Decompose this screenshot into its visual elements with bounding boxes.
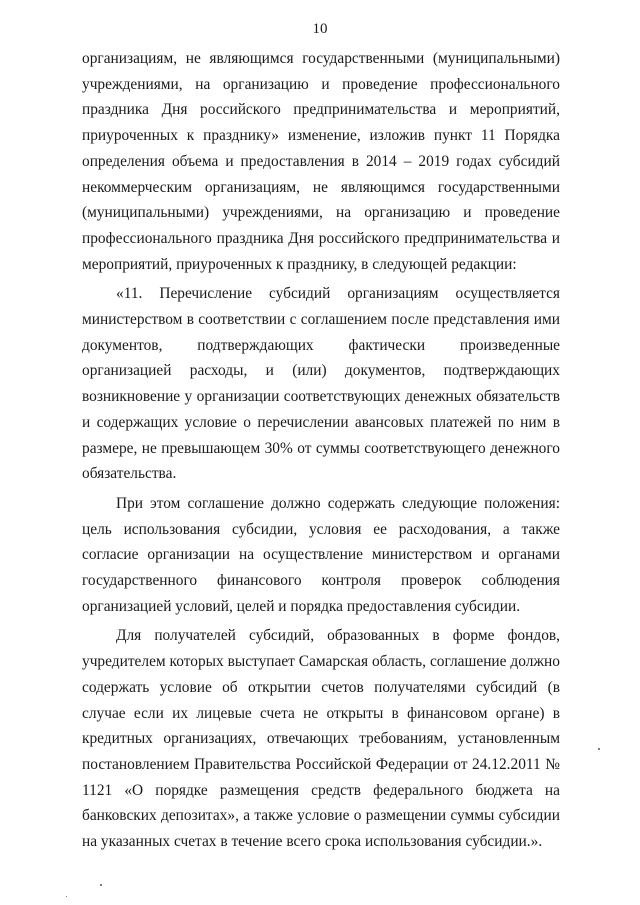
paragraph-fund-recipients: Для получателей субсидий, образованных в форме фондов, учредителем которых выступает Самарская область, соглашение должно содержать условие об открытии счетов получателями субсидий (в случае если их лицевые счета не открыты в финансовом органе) в кредитных организациях, отвечающих требованиям, установленным постановлением Правительства Российской Федерации от 24.12.2011 № 1121 «О порядке размещения средств федерального бюджета на банковских депозитах», а также условие о размещении суммы субсидии на указанных счетах в течение всего срока использования субсидии.». — [82, 627, 560, 851]
document-body — [82, 46, 560, 855]
paragraph-clause-11: «11. Перечисление субсидий организациям осуществляется министерством в соответствии с соглашением после представления ими документов, подтверждающих фактически произведенные организацией расходы, и (или) документов, подтверждающих возникновение у организации соответствующих денежных обязательств и содержащих условие о перечислении авансовых платежей по ним в размере, не превышающем 30% от суммы соответствующего денежного обязательства. — [82, 285, 560, 483]
paragraph-agreement-provisions: При этом соглашение должно содержать следующие положения: цель использования субсидии, условия ее расходования, а также согласие организации на осуществление министерством и органами государственного финансового контроля проверок соблюдения организацией условий, целей и порядка предоставления субсидии. — [82, 494, 560, 615]
scan-speck — [66, 896, 67, 897]
scan-speck — [100, 884, 102, 886]
paragraph-continuation: организациям, не являющимся государственными (муниципальными) учреждениями, на организацию и проведение профессионального праздника Дня российского предпринимательства и мероприятий, приуроченных к празднику» изменение, изложив пункт 11 Порядка определения объема и предоставления в 2014 – 2019 годах субсидий некоммерческим организациям, не являющимся государственными (муниципальными) учреждениями, на организацию и проведение профессионального праздника Дня российского предпринимательства и мероприятий, приуроченных к празднику, в следующей редакции: — [82, 50, 560, 273]
page-number: 10 — [312, 21, 328, 37]
scan-speck — [598, 748, 600, 750]
